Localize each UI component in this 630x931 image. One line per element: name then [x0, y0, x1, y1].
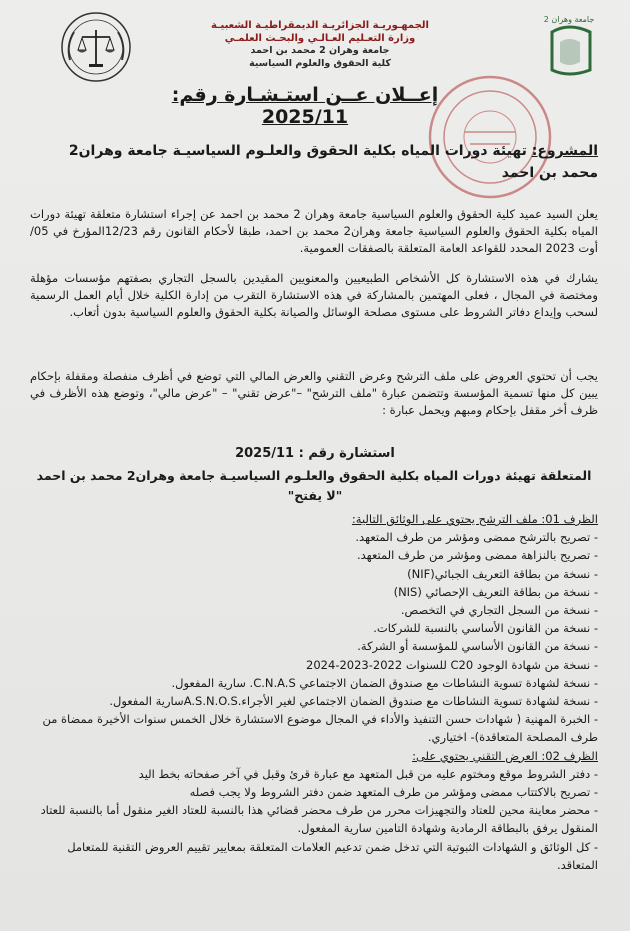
faculty-logo-icon [52, 10, 140, 84]
list-item: - تصريح بالاكتتاب ممضى ومؤشر من طرف المتعهد ضمن دفتر الشروط ولا يجب فصله [189, 785, 598, 800]
list-item: - دفتر الشروط موقع ومختوم عليه من قبل المتعهد مع عبارة قرئ وقبل في آخر صفحاته بخط اليد [138, 766, 598, 781]
paragraph-participation: يشارك في هذه الاستشارة كل الأشخاص الطبيعيين والمعنويين المقيدين بالسجل التجاري بصفتهم مؤسسات مؤهلة ومختصة في المجال ، فعلى المهتمين بالمشاركة في هذه الاستشارة التقرب من إدارة الكلية خلال أيام العمل الرسمية لسحب وإيداع دفاتر الشروط على مستوى مصلحة الوسائل والصيانة بكلية الحقوق والعلوم السياسية بدون أتعاب. [30, 271, 598, 319]
list-item: - كل الوثائق و الشهادات الثبوتية التي تدخل ضمن تدعيم العلامات المتعلقة بمعايير تقييم العروض التقنية للمتعامل المتعاقد. [67, 839, 598, 872]
header-line-ministry: وزارة التعـليم العـالـي والبحـث العلمـي [224, 32, 416, 44]
list-item: - نسخة لشهادة تسوية النشاطات مع صندوق الضمان الاجتماعي لغير الأجراء.A.S.N.O.Sسارية المفعول. [109, 694, 598, 709]
list-item: - تصريح بالترشح ممضى ومؤشر من طرف المتعهد. [355, 530, 598, 545]
list-item: - الخبرة المهنية ( شهادات حسن التنفيذ والأداء في المجال موضوع الاستشارة خلال الخمس سنوات الأخيرة ممضاة من طرف المصلحة المتعاقدة)- اختياري. [42, 712, 598, 745]
header-line-university: جامعة وهران 2 محمد بن احمد [250, 45, 390, 56]
ministry-header [190, 20, 450, 70]
list-item: - نسخة من شهادة الوجود C20 للسنوات 2022-2023-2024 [306, 657, 598, 672]
envelopes-list [30, 510, 598, 874]
project-label: المشروع: [531, 143, 598, 159]
list-item: - تصريح بالنزاهة ممضى ومؤشر من طرف المتعهد. [356, 548, 598, 563]
header-line-faculty: كلية الحقوق والعلوم السياسية [249, 57, 391, 69]
university-logo-text: جامعة وهران 2 [543, 15, 595, 24]
header-line-republic: الجمهـوريـة الجزائريـة الديمقراطيـة الشعبيـة [211, 20, 429, 31]
announcement-title: إعــلان عــن استـشـارة رقم: 2025/11 [171, 84, 439, 128]
list-item: - نسخة من السجل التجاري في التخصص. [400, 603, 598, 618]
list-item: - نسخة من القانون الأساسي بالنسبة للشركات. [373, 621, 598, 636]
do-not-open-label: "لا يفتح" [287, 488, 343, 503]
envelope1-header: الظرف 01: ملف الترشح يحتوي على الوثائق التالية: [351, 512, 598, 526]
project-text: تهيئة دورات المياه بكلية الحقوق والعلـوم السياسيـة جامعة وهران2 محمد بن احمد [68, 143, 598, 181]
consultation-number: استشارة رقم : 2025/11 [235, 446, 395, 461]
project-line [30, 140, 598, 184]
list-item: - نسخة من بطاقة التعريف الإحصائي (NIS) [393, 584, 598, 599]
paragraph-intro: يعلن السيد عميد كلية الحقوق والعلوم السياسية جامعة وهران 2 محمد بن احمد عن إجراء استشارة متعلقة تهيئة دورات المياه بكلية الحقوق والعلوم السياسية جامعة وهران2 محمد بن احمد، طبقا لأحكام القانون رقم 12/23المؤرخ في 05/ أوت 2023 المحدد للقواعد العامة المتعلقة بالصفقات العمومية. [30, 207, 598, 255]
consultation-subject: المتعلقة تهيئة دورات المياه بكلية الحقوق والعلـوم السياسيـة جامعة وهران2 محمد بن احمد [36, 468, 592, 483]
list-item: - نسخة من بطاقة التعريف الجبائي(NIF) [407, 566, 598, 581]
paragraph-offers: يجب أن تحتوي العروض على ملف الترشح وعرض التقني والعرض المالي التي توضع في أظرف منفصلة ومقفلة بإحكام يبين كل منها تسمية المؤسسة وتتضمن عبارة "ملف الترشح" –"عرض تقني" – "عرض مالي"، وتوضع هذه الأظرف في ظرف أخر مقفل بإحكام ومبهم ويحمل عبارة : [30, 369, 598, 417]
list-item: - محضر معاينة محين للعتاد والتجهيزات محرر من طرف محضر قضائي هذا بالنسبة للعتاد الغير منقول أما بالنسبة للعتاد المنقول يرفق بالبطاقة الرمادية وشهادة التامين سارية المفعول. [40, 803, 598, 836]
list-item: - نسخة لشهادة تسوية النشاطات مع صندوق الضمان الاجتماعي C.N.A.S. سارية المفعول. [171, 675, 598, 690]
envelope2-header: الظرف 02: العرض التقني يحتوي على: [412, 748, 598, 763]
list-item: - نسخة من القانون الأساسي للمؤسسة أو الشركة. [357, 639, 598, 654]
